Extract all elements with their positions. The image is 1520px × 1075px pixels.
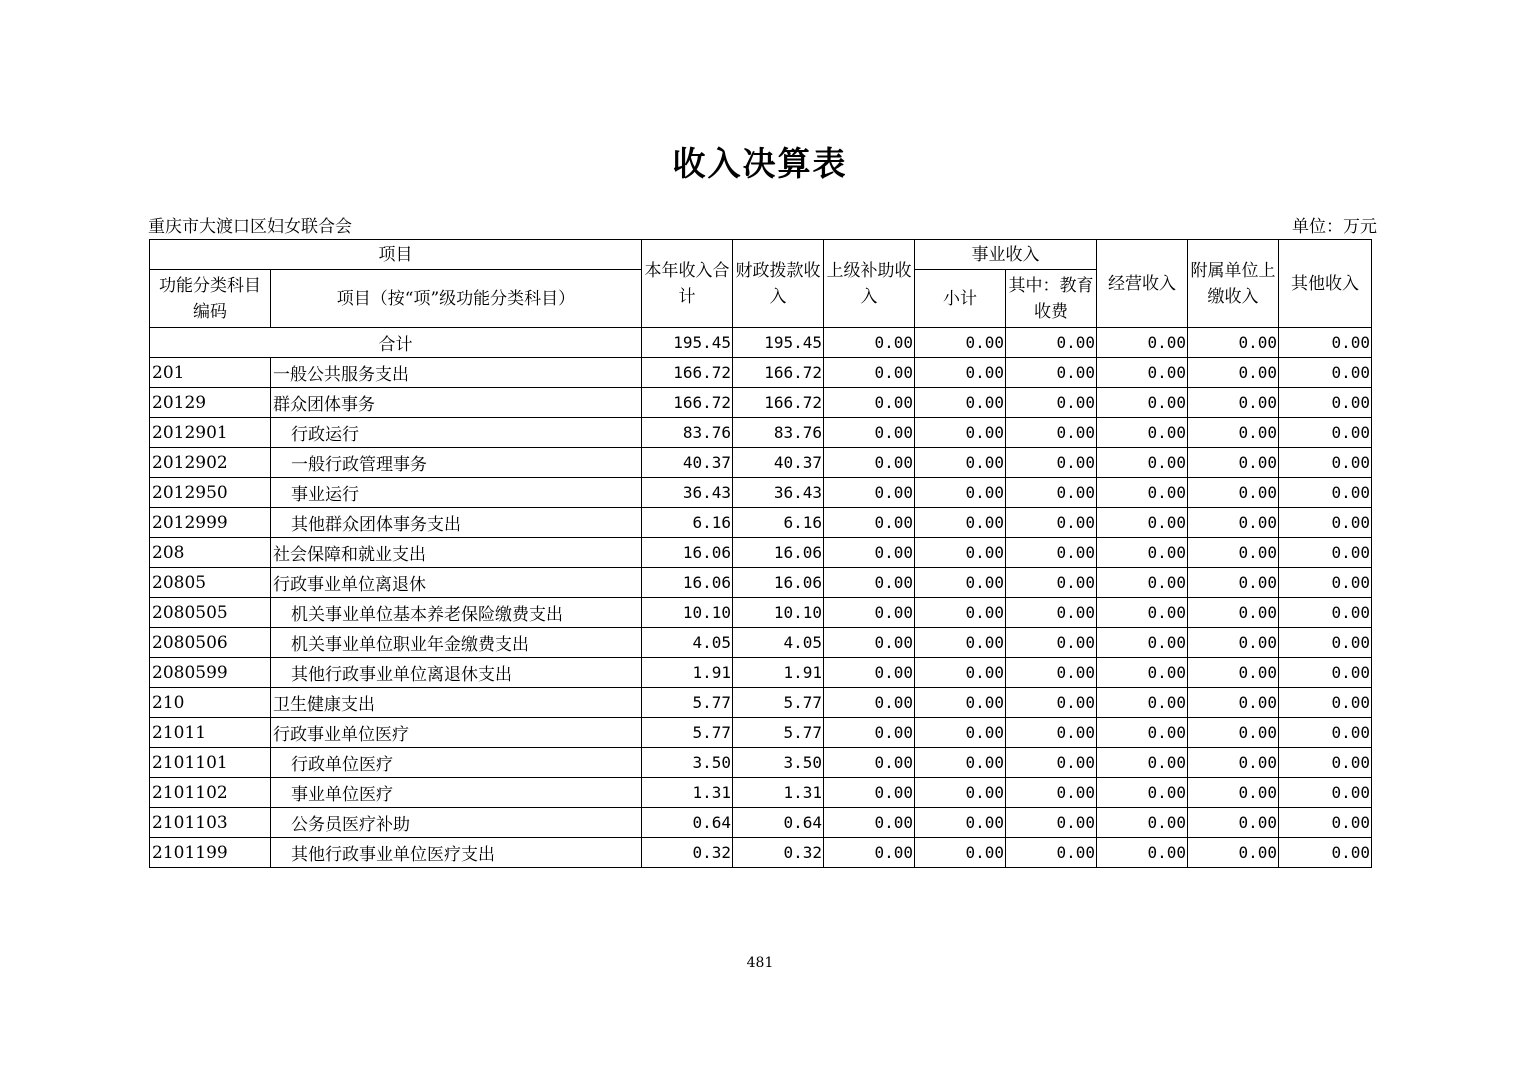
row-value: 0.00 [1188, 388, 1279, 418]
row-value: 0.00 [1279, 418, 1372, 448]
row-value: 0.00 [824, 388, 915, 418]
row-value: 0.00 [1006, 358, 1097, 388]
row-value: 0.00 [1279, 568, 1372, 598]
row-value: 0.00 [824, 838, 915, 868]
table-row [150, 418, 1372, 448]
row-value: 0.00 [1188, 568, 1279, 598]
row-value: 83.76 [733, 418, 824, 448]
table-row [150, 628, 1372, 658]
row-value: 0.00 [824, 538, 915, 568]
organization-name: 重庆市大渡口区妇女联合会 [148, 217, 352, 237]
table-row [150, 838, 1372, 868]
row-code: 2080506 [150, 628, 271, 658]
row-value: 36.43 [642, 478, 733, 508]
table-row [150, 658, 1372, 688]
total-value: 0.00 [1097, 328, 1188, 358]
row-value: 1.31 [733, 778, 824, 808]
row-value: 166.72 [733, 358, 824, 388]
row-code: 2012902 [150, 448, 271, 478]
table-row [150, 388, 1372, 418]
row-value: 4.05 [733, 628, 824, 658]
row-value: 0.00 [1006, 838, 1097, 868]
row-value: 0.00 [1006, 808, 1097, 838]
total-value: 0.00 [824, 328, 915, 358]
row-value: 0.00 [1006, 418, 1097, 448]
row-name: 其他行政事业单位离退休支出 [271, 658, 642, 688]
header-affiliated: 附属单位上缴收入 [1188, 240, 1279, 328]
row-value: 0.00 [1097, 598, 1188, 628]
row-value: 0.00 [1188, 598, 1279, 628]
row-value: 0.00 [915, 478, 1006, 508]
row-value: 1.91 [733, 658, 824, 688]
row-name: 卫生健康支出 [271, 688, 642, 718]
row-value: 0.00 [1097, 358, 1188, 388]
row-value: 0.00 [915, 748, 1006, 778]
row-value: 0.00 [915, 358, 1006, 388]
row-value: 0.00 [824, 658, 915, 688]
row-value: 0.00 [1279, 838, 1372, 868]
row-value: 0.00 [915, 838, 1006, 868]
total-label: 合计 [150, 328, 642, 358]
row-value: 0.00 [1279, 538, 1372, 568]
row-name: 其他行政事业单位医疗支出 [271, 838, 642, 868]
row-value: 0.00 [1006, 628, 1097, 658]
unit-label: 单位：万元 [1292, 217, 1377, 237]
row-name: 事业运行 [271, 478, 642, 508]
row-name: 行政事业单位离退休 [271, 568, 642, 598]
row-value: 0.00 [1188, 688, 1279, 718]
row-code: 210 [150, 688, 271, 718]
header-operating: 经营收入 [1097, 240, 1188, 328]
row-value: 0.00 [1188, 808, 1279, 838]
row-value: 0.00 [824, 628, 915, 658]
row-value: 0.00 [824, 358, 915, 388]
row-value: 0.00 [824, 448, 915, 478]
row-value: 0.00 [1097, 418, 1188, 448]
table-row [150, 448, 1372, 478]
row-value: 0.00 [1006, 688, 1097, 718]
row-value: 0.00 [1006, 538, 1097, 568]
row-name: 行政运行 [271, 418, 642, 448]
row-value: 0.64 [642, 808, 733, 838]
row-value: 0.00 [915, 598, 1006, 628]
row-value: 0.00 [1188, 658, 1279, 688]
row-value: 0.00 [1006, 508, 1097, 538]
row-value: 0.00 [1097, 778, 1188, 808]
total-row [150, 328, 1372, 358]
header-name: 项目（按“项”级功能分类科目） [271, 270, 642, 328]
row-value: 3.50 [642, 748, 733, 778]
row-value: 0.00 [915, 508, 1006, 538]
row-value: 0.00 [1006, 598, 1097, 628]
row-name: 机关事业单位职业年金缴费支出 [271, 628, 642, 658]
row-value: 0.32 [642, 838, 733, 868]
row-code: 2101103 [150, 808, 271, 838]
row-code: 2101199 [150, 838, 271, 868]
row-name: 行政事业单位医疗 [271, 718, 642, 748]
row-code: 2080505 [150, 598, 271, 628]
row-value: 0.00 [1097, 448, 1188, 478]
row-value: 16.06 [642, 538, 733, 568]
row-value: 0.00 [1279, 358, 1372, 388]
row-name: 一般公共服务支出 [271, 358, 642, 388]
row-value: 0.00 [1006, 448, 1097, 478]
row-value: 0.00 [1188, 748, 1279, 778]
row-code: 2080599 [150, 658, 271, 688]
row-code: 20805 [150, 568, 271, 598]
page-number: 481 [746, 955, 774, 971]
row-name: 群众团体事务 [271, 388, 642, 418]
header-business: 事业收入 [915, 240, 1097, 270]
row-value: 0.32 [733, 838, 824, 868]
row-value: 0.00 [915, 778, 1006, 808]
row-value: 0.00 [1188, 538, 1279, 568]
row-value: 0.00 [1279, 388, 1372, 418]
header-project: 项目 [150, 240, 642, 270]
row-code: 2012901 [150, 418, 271, 448]
row-value: 0.00 [1097, 658, 1188, 688]
row-value: 0.00 [824, 778, 915, 808]
row-code: 21011 [150, 718, 271, 748]
row-value: 1.91 [642, 658, 733, 688]
row-value: 0.00 [1097, 808, 1188, 838]
row-value: 0.00 [1188, 778, 1279, 808]
row-value: 10.10 [733, 598, 824, 628]
row-value: 0.00 [1006, 778, 1097, 808]
row-name: 机关事业单位基本养老保险缴费支出 [271, 598, 642, 628]
row-value: 0.00 [824, 568, 915, 598]
row-value: 0.00 [1279, 628, 1372, 658]
row-value: 0.00 [824, 478, 915, 508]
row-value: 0.00 [1279, 508, 1372, 538]
row-value: 0.00 [1097, 568, 1188, 598]
income-table [149, 239, 1372, 868]
row-value: 0.00 [915, 538, 1006, 568]
row-value: 0.00 [1097, 388, 1188, 418]
row-value: 0.00 [1097, 718, 1188, 748]
total-value: 195.45 [733, 328, 824, 358]
row-value: 0.00 [1097, 688, 1188, 718]
row-value: 0.00 [1188, 478, 1279, 508]
row-value: 5.77 [733, 688, 824, 718]
row-value: 0.00 [824, 718, 915, 748]
row-code: 2012999 [150, 508, 271, 538]
row-value: 0.00 [1006, 748, 1097, 778]
row-value: 0.00 [1097, 628, 1188, 658]
row-value: 0.00 [1097, 538, 1188, 568]
row-value: 166.72 [642, 358, 733, 388]
row-value: 0.00 [1188, 358, 1279, 388]
row-name: 社会保障和就业支出 [271, 538, 642, 568]
row-value: 0.00 [915, 388, 1006, 418]
total-value: 0.00 [1188, 328, 1279, 358]
row-name: 一般行政管理事务 [271, 448, 642, 478]
row-value: 0.00 [824, 748, 915, 778]
row-value: 0.00 [1279, 748, 1372, 778]
row-value: 0.00 [1279, 658, 1372, 688]
table-row [150, 538, 1372, 568]
row-name: 事业单位医疗 [271, 778, 642, 808]
row-value: 0.00 [1006, 568, 1097, 598]
row-value: 0.00 [915, 658, 1006, 688]
row-value: 16.06 [733, 568, 824, 598]
header-fiscal: 财政拨款收入 [733, 240, 824, 328]
row-value: 0.00 [1279, 718, 1372, 748]
row-code: 2101101 [150, 748, 271, 778]
row-value: 36.43 [733, 478, 824, 508]
row-value: 166.72 [733, 388, 824, 418]
row-value: 83.76 [642, 418, 733, 448]
row-value: 0.00 [1097, 508, 1188, 538]
row-value: 16.06 [733, 538, 824, 568]
row-value: 0.00 [1188, 628, 1279, 658]
row-value: 0.00 [824, 598, 915, 628]
row-value: 0.00 [1279, 478, 1372, 508]
row-value: 0.00 [1097, 478, 1188, 508]
row-value: 0.00 [915, 628, 1006, 658]
table-row [150, 508, 1372, 538]
row-value: 0.00 [1279, 778, 1372, 808]
row-value: 166.72 [642, 388, 733, 418]
row-value: 0.00 [1006, 478, 1097, 508]
row-value: 0.00 [1097, 748, 1188, 778]
row-value: 1.31 [642, 778, 733, 808]
row-value: 0.00 [824, 808, 915, 838]
row-value: 0.00 [1188, 838, 1279, 868]
total-value: 195.45 [642, 328, 733, 358]
row-value: 0.00 [1279, 688, 1372, 718]
row-value: 0.00 [915, 418, 1006, 448]
table-row [150, 598, 1372, 628]
table-row [150, 808, 1372, 838]
row-value: 0.00 [915, 568, 1006, 598]
header-subtotal: 小计 [915, 270, 1006, 328]
table-row [150, 778, 1372, 808]
row-value: 0.00 [1006, 388, 1097, 418]
table-row [150, 568, 1372, 598]
row-value: 0.00 [1006, 718, 1097, 748]
row-value: 0.00 [915, 718, 1006, 748]
row-value: 0.00 [915, 448, 1006, 478]
row-value: 0.00 [1097, 838, 1188, 868]
header-total-income: 本年收入合计 [642, 240, 733, 328]
header-code: 功能分类科目编码 [150, 270, 271, 328]
page-title: 收入决算表 [672, 144, 848, 183]
row-value: 0.00 [1188, 508, 1279, 538]
total-value: 0.00 [1006, 328, 1097, 358]
row-value: 5.77 [642, 718, 733, 748]
table-row [150, 748, 1372, 778]
row-code: 20129 [150, 388, 271, 418]
row-name: 其他群众团体事务支出 [271, 508, 642, 538]
row-value: 0.00 [1279, 598, 1372, 628]
table-row [150, 688, 1372, 718]
row-value: 3.50 [733, 748, 824, 778]
row-value: 0.00 [1188, 448, 1279, 478]
row-value: 40.37 [733, 448, 824, 478]
row-value: 0.00 [824, 418, 915, 448]
row-value: 4.05 [642, 628, 733, 658]
row-code: 208 [150, 538, 271, 568]
row-value: 6.16 [642, 508, 733, 538]
row-code: 201 [150, 358, 271, 388]
table-row [150, 358, 1372, 388]
row-value: 0.00 [1188, 418, 1279, 448]
row-value: 0.00 [1279, 448, 1372, 478]
row-value: 0.00 [915, 808, 1006, 838]
row-value: 10.10 [642, 598, 733, 628]
header-education: 其中：教育收费 [1006, 270, 1097, 328]
row-value: 0.00 [1279, 808, 1372, 838]
row-value: 6.16 [733, 508, 824, 538]
row-value: 0.00 [1188, 718, 1279, 748]
table-row [150, 478, 1372, 508]
row-value: 0.00 [824, 688, 915, 718]
row-code: 2101102 [150, 778, 271, 808]
row-value: 0.00 [824, 508, 915, 538]
row-value: 5.77 [642, 688, 733, 718]
row-name: 公务员医疗补助 [271, 808, 642, 838]
row-value: 0.00 [915, 688, 1006, 718]
header-other: 其他收入 [1279, 240, 1372, 328]
total-value: 0.00 [1279, 328, 1372, 358]
table-row [150, 718, 1372, 748]
row-code: 2012950 [150, 478, 271, 508]
row-value: 5.77 [733, 718, 824, 748]
row-name: 行政单位医疗 [271, 748, 642, 778]
header-superior: 上级补助收入 [824, 240, 915, 328]
row-value: 0.64 [733, 808, 824, 838]
row-value: 0.00 [1006, 658, 1097, 688]
total-value: 0.00 [915, 328, 1006, 358]
row-value: 40.37 [642, 448, 733, 478]
row-value: 16.06 [642, 568, 733, 598]
